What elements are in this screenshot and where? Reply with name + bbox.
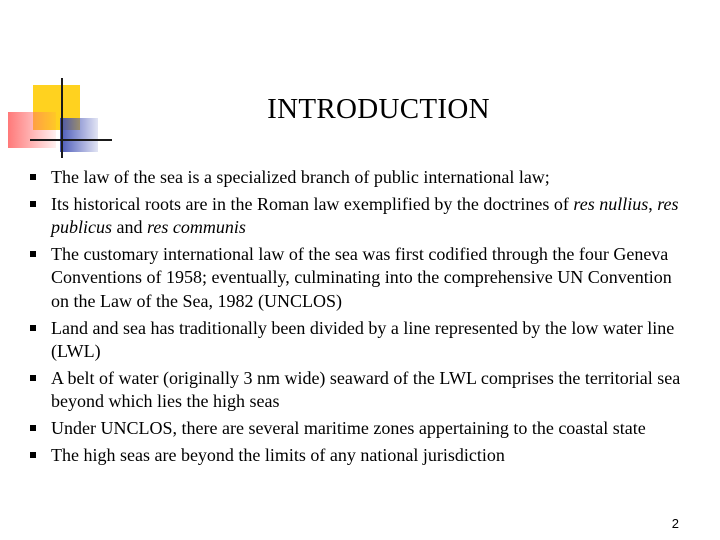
bullet-item (30, 166, 690, 190)
bullet-text-italic: res publicus (51, 193, 679, 238)
slide-title: INTRODUCTION (267, 93, 490, 125)
bullet-text: , (648, 193, 658, 214)
bullet-square-icon (30, 174, 36, 180)
bullet-item (30, 444, 690, 468)
bullet-square-icon (30, 251, 36, 257)
bullet-square-icon (30, 452, 36, 458)
bullet-square-icon (30, 325, 36, 331)
bullet-item (30, 243, 690, 314)
bullet-text: Under UNCLOS, there are several maritime zones appertaining to the coastal state (51, 417, 646, 438)
bullet-text: Its historical roots are in the Roman law exemplified by the doctrines of (51, 193, 574, 214)
bullet-item (30, 317, 690, 364)
bullet-list (30, 166, 690, 470)
bullet-item (30, 367, 690, 414)
bullet-item (30, 193, 690, 240)
bullet-text: A belt of water (originally 3 nm wide) seaward of the LWL comprises the territorial sea beyond which lies the high seas (51, 367, 681, 412)
bullet-square-icon (30, 425, 36, 431)
bullet-square-icon (30, 375, 36, 381)
decorative-logo-blocks (0, 0, 140, 170)
bullet-square-icon (30, 201, 36, 207)
bullet-text: The law of the sea is a specialized branch of public international law; (51, 167, 550, 187)
bullet-text: The customary international law of the sea was first codified through the four Geneva Conventions of 1958; eventually, culminating into the comprehensive UN Convention on the Law of the Sea, 1982 (UNCLOS) (51, 243, 672, 311)
bullet-text-italic: res communis (147, 217, 246, 238)
bullet-text: and (112, 217, 147, 238)
bullet-text: The high seas are beyond the limits of any national jurisdiction (51, 444, 505, 465)
bullet-text-italic: res nullius (573, 193, 649, 214)
page-number: 2 (671, 516, 679, 531)
bullet-text: Land and sea has traditionally been divided by a line represented by the low water line (LWL) (51, 317, 675, 362)
bullet-item (30, 417, 690, 441)
